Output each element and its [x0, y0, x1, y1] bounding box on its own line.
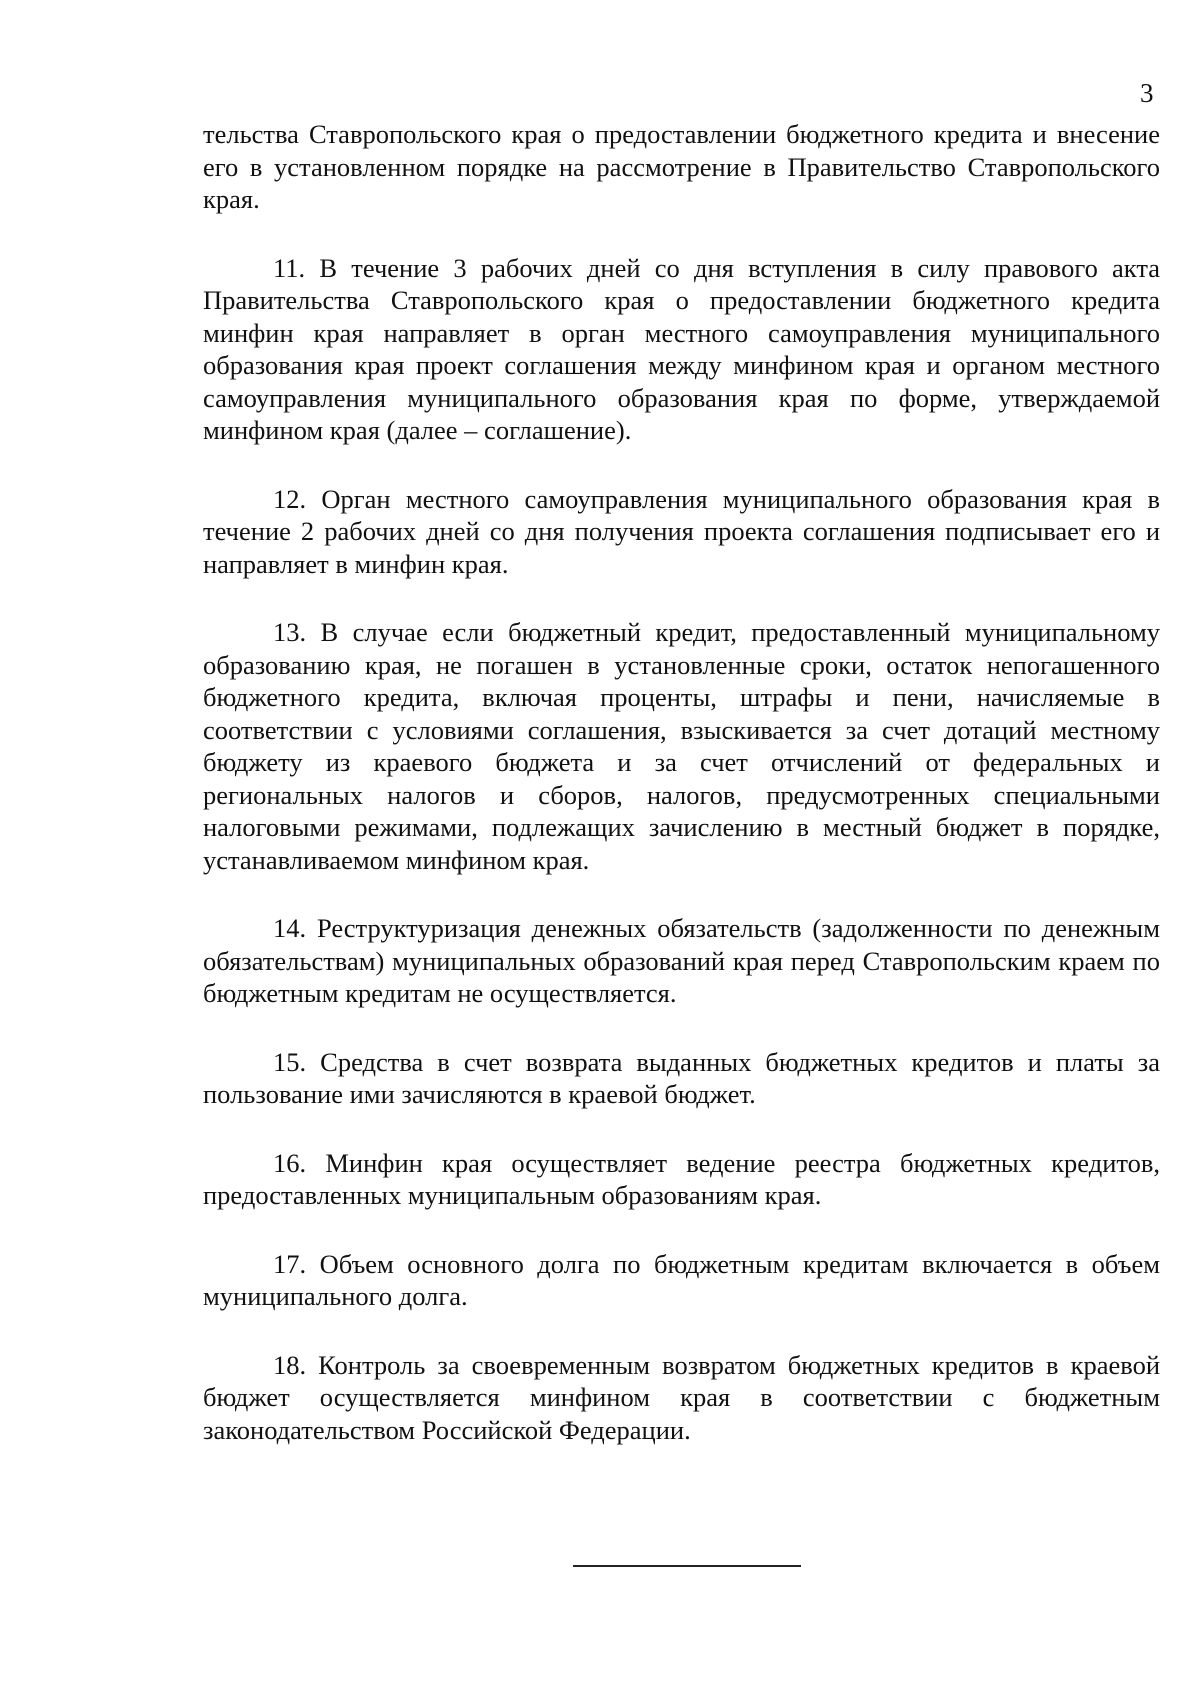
paragraph-continuation: тельства Ставропольского края о предоставлении бюджетного кредита и внесение его в установленном порядке на рассмотрение в Правительство Ставропольского края.: [203, 119, 1160, 214]
end-of-document-rule: [573, 1565, 801, 1567]
document-body: [203, 118, 1160, 1482]
paragraph-18: 18. Контроль за своевременным возвратом бюджетных кредитов в краевой бюджет осуществляется минфином края в соответствии с бюджетным законодательством Российской Федерации.: [203, 1349, 1160, 1445]
paragraph-13: 13. В случае если бюджетный кредит, предоставленный муниципальному образованию края, не погашен в установленные сроки, остаток непогашенного бюджетного кредита, включая проценты, штрафы и пени, начисляемые в соответствии с условиями соглашения, взыскивается за счет дотаций местному бюджету из краевого бюджета и за счет отчислений от федеральных и региональных налогов и сборов, налогов, предусмотренных специальными налоговыми режимами, подлежащих зачислению в местный бюджет в порядке, устанавливаемом минфином края.: [203, 617, 1160, 875]
page-number: 3: [1140, 78, 1154, 108]
paragraph-16: 16. Минфин края осуществляет ведение реестра бюджетных кредитов, предоставленных муниципальным образованиям края.: [203, 1147, 1160, 1210]
paragraph-17: 17. Объем основного долга по бюджетным кредитам включается в объем муниципального долга.: [203, 1248, 1160, 1311]
paragraph-15: 15. Средства в счет возврата выданных бюджетных кредитов и платы за пользование ими зачисляются в краевой бюджет.: [203, 1046, 1160, 1109]
paragraph-11: 11. В течение 3 рабочих дней со дня вступления в силу правового акта Правительства Ставропольского края о предоставлении бюджетного кредита минфин края направляет в орган местного самоуправления муниципального образования края проект соглашения между минфином края и органом местного самоуправления муниципального образования края по форме, утверждаемой минфином края (далее – соглашение).: [203, 252, 1160, 445]
paragraph-12: 12. Орган местного самоуправления муниципального образования края в течение 2 рабочих дней со дня получения проекта соглашения подписывает его и направляет в минфин края.: [203, 483, 1160, 579]
paragraph-14: 14. Реструктуризация денежных обязательств (задолженности по денежным обязательствам) муниципальных образований края перед Ставропольским краем по бюджетным кредитам не осуществляется.: [203, 913, 1160, 1008]
